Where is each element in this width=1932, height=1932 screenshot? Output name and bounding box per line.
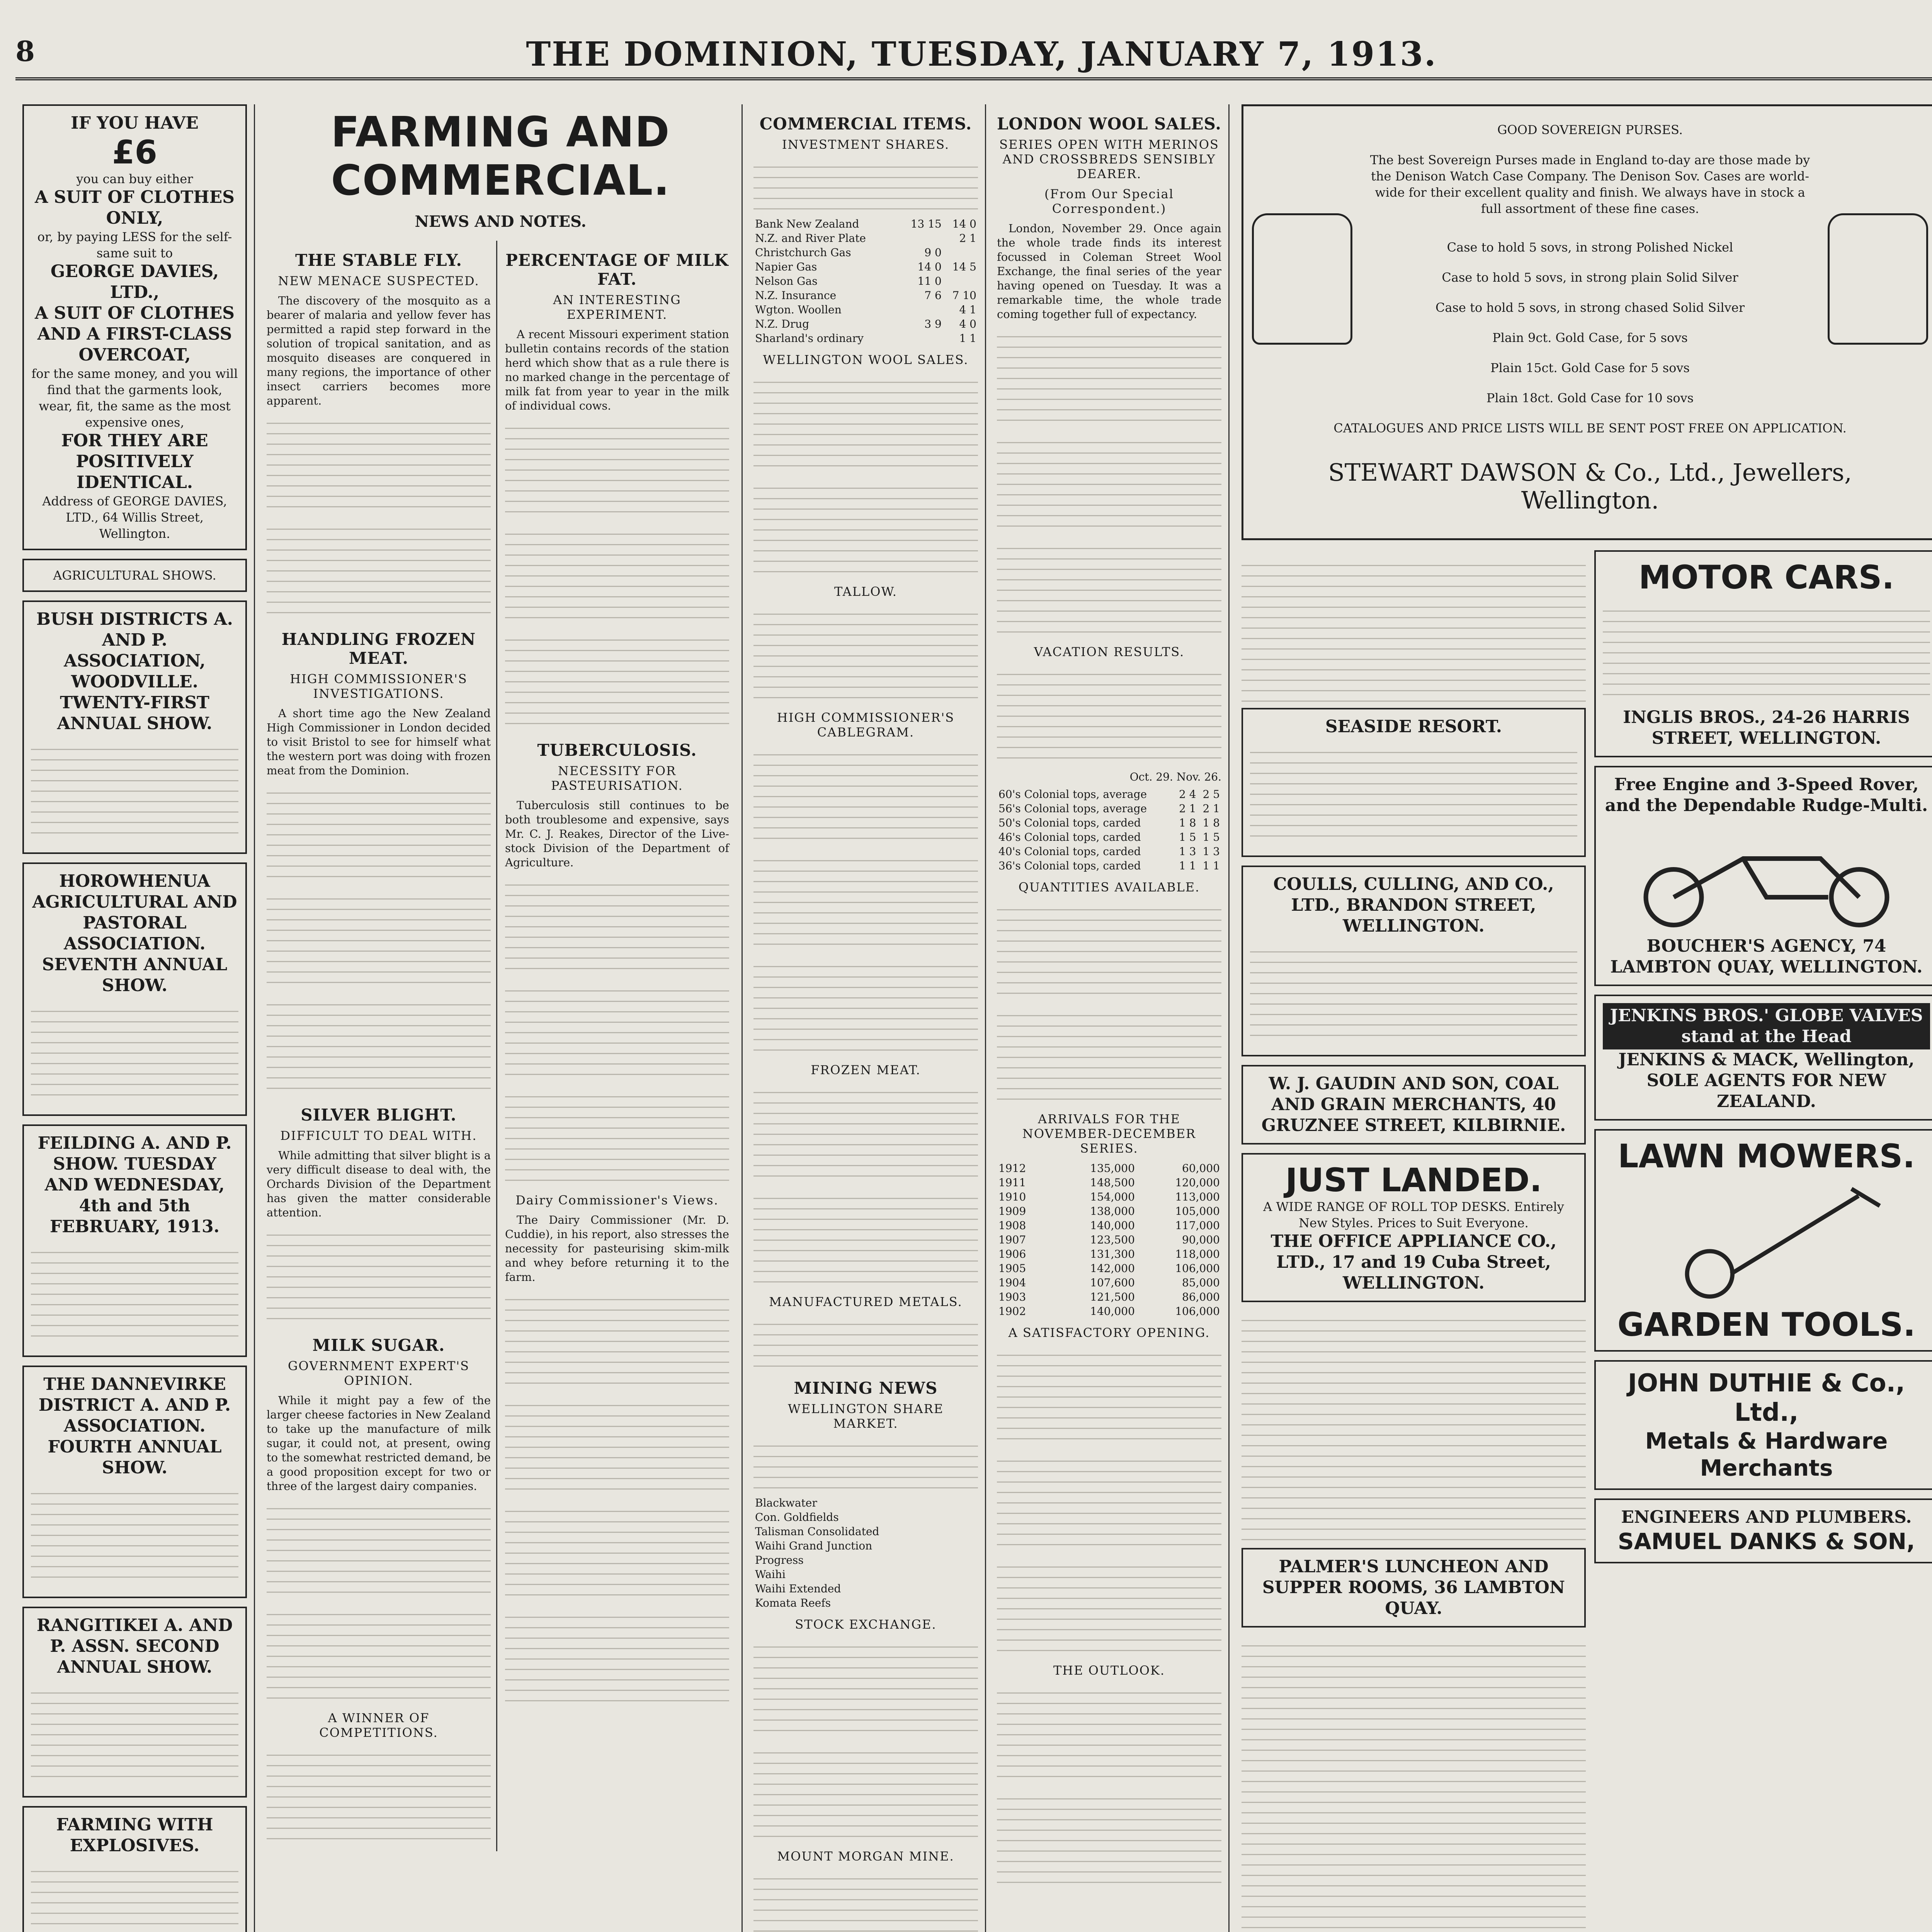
- article-subheading: INVESTMENT SHARES.: [782, 137, 950, 152]
- article-body: The Dairy Commissioner (Mr. D. Cuddie), in his report, also stresses the necessity for pasteurising skim-milk and whey before returning it to the farm.: [505, 1213, 729, 1284]
- article-subheading: A SATISFACTORY OPENING.: [1008, 1325, 1210, 1340]
- article-subheading: MOUNT MORGAN MINE.: [777, 1849, 954, 1864]
- davies-ad: IF YOU HAVE £6 you can buy either A SUIT OF CLOTHES ONLY, or, by paying LESS for the self-same suit to GEORGE DAVIES, LTD., A SUIT OF CLOTHES AND A FIRST-CLASS OVERCOAT, for the same money, and you will find that the garments look, wear, fit, the same as the most expensive ones, FOR THEY ARE POSITIVELY IDENTICAL. Address of GEORGE DAVIES, LTD., 64 Willis Street, Wellington.: [22, 104, 247, 550]
- article-subheading: ARRIVALS FOR THE NOVEMBER-DECEMBER SERIES.: [1022, 1112, 1196, 1156]
- column-classifieds: [15, 104, 255, 1932]
- article-subheading: SERIES OPEN WITH MERINOS AND CROSSBREDS SENSIBLY DEARER.: [999, 137, 1219, 181]
- shows-header: AGRICULTURAL SHOWS.: [22, 559, 247, 592]
- table-row: 36's Colonial tops, carded 1 1 1 1: [998, 859, 1220, 872]
- purse-illustration: [1252, 213, 1352, 345]
- article-subheading: GOVERNMENT EXPERT'S OPINION.: [287, 1359, 470, 1388]
- article-heading: TUBERCULOSIS.: [537, 741, 697, 760]
- table-row: 1903 121,500 86,000: [998, 1291, 1220, 1303]
- page-number: 8: [15, 35, 35, 68]
- article-subheading: STOCK EXCHANGE.: [795, 1617, 937, 1632]
- article-heading: COMMERCIAL ITEMS.: [759, 114, 972, 133]
- table-row: Waihi Extended: [755, 1582, 841, 1595]
- article-body: While it might pay a few of the larger cheese factories in New Zealand to take up the manufacture of milk sugar, it could not, at present, owing to the somewhat restricted demand, be a good proposition except for two or three of the largest dairy companies.: [267, 1394, 491, 1493]
- palmers-ad: PALMER'S LUNCHEON AND SUPPER ROOMS, 36 LAMBTON QUAY.: [1242, 1548, 1586, 1628]
- table-row: Bank New Zealand 13 15 14 0: [755, 218, 976, 230]
- article-subheading: FROZEN MEAT.: [811, 1063, 921, 1077]
- table-row: 50's Colonial tops, carded 1 8 1 8: [998, 816, 1220, 829]
- table-row: 1911 148,500 120,000: [998, 1176, 1220, 1189]
- article-subheading: WELLINGTON SHARE MARKET.: [787, 1401, 944, 1431]
- article-heading: PERCENTAGE OF MILK FAT.: [505, 251, 729, 289]
- article-body: While admitting that silver blight is a very difficult disease to deal with, the Orchards Division of the Department has given the matter considerable attention.: [267, 1149, 491, 1219]
- table-row: 1904 107,600 85,000: [998, 1276, 1220, 1289]
- table-row: Talisman Consolidated: [755, 1525, 879, 1538]
- prices-header: Oct. 29. Nov. 26.: [1129, 770, 1221, 783]
- byline: (From Our Special Correspondent.): [1044, 187, 1174, 216]
- table-row: Waihi Grand Junction: [755, 1539, 872, 1552]
- show-notice: RANGITIKEI A. AND P. ASSN. SECOND ANNUAL SHOW.: [22, 1607, 247, 1798]
- article-heading: MILK SUGAR.: [312, 1336, 445, 1355]
- table-row: 1910 154,000 113,000: [998, 1190, 1220, 1203]
- article-body: A short time ago the New Zealand High Commissioner in London decided to visit Bristol to see for himself what the western port was doing with frozen meat from the Dominion.: [267, 707, 491, 777]
- table-row: Nelson Gas 11 0: [755, 275, 942, 287]
- table-row: N.Z. Insurance 7 6 7 10: [755, 289, 976, 302]
- table-row: 1905 142,000 106,000: [998, 1262, 1220, 1275]
- mines-table: [753, 1496, 978, 1610]
- purses-ad: GOOD SOVEREIGN PURSES. The best Sovereign Purses made in England to-day are those made by the Denison Watch Case Company. The Denison Sov. Cases are world-wide for their excellent quality and finish. We always have in stock a full assortment of these fine cases. Case to hold 5 sovs, in strong Polished Nickel Case to hold 5 sovs, in strong plain Solid Silver Case to hold 5 sovs, in strong chased Solid Silver Plain 9ct. Gold Case, for 5 sovs Plain 15ct. Gold Case for 5 sovs Plain 18ct. Gold Case for 10 sovs CATALOGUES AND PRICE LISTS WILL BE SENT POST FREE ON APPLICATION. STEWART DAWSON & Co., Ltd., Jewellers, Wellington.: [1242, 104, 1932, 540]
- article-subheading: HIGH COMMISSIONER'S INVESTIGATIONS.: [290, 672, 468, 701]
- article-subheading: DIFFICULT TO DEAL WITH.: [280, 1128, 477, 1143]
- motor-cars-ad: MOTOR CARS. INGLIS BROS., 24-26 HARRIS STREET, WELLINGTON.: [1594, 550, 1932, 757]
- seaside-ad: SEASIDE RESORT.: [1242, 708, 1586, 857]
- article-subheading: A WINNER OF COMPETITIONS.: [319, 1711, 438, 1740]
- table-row: Blackwater: [755, 1497, 817, 1509]
- article-body: A recent Missouri experiment station bulletin contains records of the station herd which show that as a rule there is no marked change in the percentage of milk fat from year to year in the milk of individual cows.: [505, 328, 729, 412]
- article-subheading: Dairy Commissioner's Views.: [515, 1193, 719, 1208]
- table-row: Christchurch Gas 9 0: [755, 246, 942, 259]
- article-subheading: AN INTERESTING EXPERIMENT.: [553, 293, 681, 322]
- show-notice: FEILDING A. AND P. SHOW. TUESDAY AND WEDNESDAY, 4th and 5th FEBRUARY, 1913.: [22, 1124, 247, 1357]
- table-row: Wgton. Woollen 4 1: [755, 303, 976, 316]
- article-body: The discovery of the mosquito as a bearer of malaria and yellow fever has permitted a rapid step forward in the solution of tropical sanitation, and as mosquito diseases are conquered in many regions, the importance of other insect carriers becomes more apparent.: [267, 294, 491, 407]
- table-row: 40's Colonial tops, carded 1 3 1 3: [998, 845, 1220, 858]
- article-body: Tuberculosis still continues to be both troublesome and expensive, says Mr. C. J. Reakes, Director of the Live-stock Division of the Department of Agriculture.: [505, 799, 729, 869]
- table-row: Sharland's ordinary 1 1: [755, 332, 976, 345]
- table-row: N.Z. and River Plate 2 1: [755, 232, 976, 245]
- table-row: 56's Colonial tops, average 2 1 2 1: [998, 802, 1220, 815]
- article-heading: THE STABLE FLY.: [295, 251, 462, 270]
- column-wool-sales: [990, 104, 1230, 1932]
- table-row: N.Z. Drug 3 9 4 0: [755, 318, 976, 330]
- article-heading: HANDLING FROZEN MEAT.: [281, 630, 476, 668]
- show-notice: THE DANNEVIRKE DISTRICT A. AND P. ASSOCIATION. FOURTH ANNUAL SHOW.: [22, 1366, 247, 1598]
- article-subheading: WELLINGTON WOOL SALES.: [763, 352, 969, 367]
- arrivals-table: [997, 1161, 1221, 1318]
- column-display-ads: [1235, 104, 1932, 1932]
- table-row: 1902 140,000 106,000: [998, 1305, 1220, 1318]
- section-title: FARMING AND COMMERCIAL.: [331, 108, 670, 205]
- table-row: Progress: [755, 1554, 804, 1566]
- article-subheading: NEW MENACE SUSPECTED.: [278, 274, 480, 288]
- article-subheading: MANUFACTURED METALS.: [769, 1294, 963, 1309]
- article-subheading: NECESSITY FOR PASTEURISATION.: [551, 764, 683, 793]
- article-subheading: THE OUTLOOK.: [1053, 1663, 1165, 1678]
- article-heading: LONDON WOOL SALES.: [997, 114, 1221, 133]
- section-subtitle: NEWS AND NOTES.: [415, 213, 587, 231]
- jenkins-ad: JENKINS BROS.' GLOBE VALVES stand at the Head JENKINS & MACK, Wellington, SOLE AGENTS FOR NEW ZEALAND.: [1594, 995, 1932, 1121]
- gaudin-ad: W. J. GAUDIN AND SON, COAL AND GRAIN MERCHANTS, 40 GRUZNEE STREET, KILBIRNIE.: [1242, 1065, 1586, 1145]
- table-row: Napier Gas 14 0 14 5: [755, 260, 976, 273]
- article-subheading: HIGH COMMISSIONER'S CABLEGRAM.: [777, 710, 955, 740]
- rover-ad: Free Engine and 3-Speed Rover, and the Dependable Rudge-Multi. BOUCHER'S AGENCY, 74 LAMBTON QUAY, WELLINGTON.: [1594, 766, 1932, 986]
- lawn-mower-icon: [1603, 1175, 1930, 1302]
- article-subheading: VACATION RESULTS.: [1034, 645, 1185, 659]
- column-commercial: [747, 104, 986, 1932]
- show-notice: BUSH DISTRICTS A. AND P. ASSOCIATION, WOODVILLE. TWENTY-FIRST ANNUAL SHOW.: [22, 600, 247, 854]
- coulls-ad: COULLS, CULLING, AND CO., LTD., BRANDON STREET, WELLINGTON.: [1242, 866, 1586, 1056]
- article-subheading: TALLOW.: [834, 584, 897, 599]
- table-row: Waihi: [755, 1568, 786, 1581]
- motorcycle-icon: [1603, 820, 1930, 928]
- article-subheading: QUANTITIES AVAILABLE.: [1018, 880, 1200, 895]
- danks-ad: ENGINEERS AND PLUMBERS. SAMUEL DANKS & SON,: [1594, 1498, 1932, 1563]
- table-row: 60's Colonial tops, average 2 4 2 5: [998, 788, 1220, 801]
- table-row: Con. Goldfields: [755, 1511, 839, 1524]
- tops-price-table: [997, 787, 1221, 873]
- show-notice: HOROWHENUA AGRICULTURAL AND PASTORAL ASSOCIATION. SEVENTH ANNUAL SHOW.: [22, 862, 247, 1116]
- lawn-mowers-ad: LAWN MOWERS. GARDEN TOOLS.: [1594, 1129, 1932, 1352]
- stewart-dawson: STEWART DAWSON & Co., Ltd., Jewellers, Wellington.: [1328, 458, 1852, 514]
- table-row: 46's Colonial tops, carded 1 5 1 5: [998, 831, 1220, 844]
- duthie-ad: JOHN DUTHIE & Co., Ltd., Metals & Hardware Merchants: [1594, 1360, 1932, 1490]
- table-row: 1908 140,000 117,000: [998, 1219, 1220, 1232]
- purses-title: GOOD SOVEREIGN PURSES.: [1497, 122, 1683, 137]
- explosives-ad: FARMING WITH EXPLOSIVES.: [22, 1806, 247, 1932]
- column-farming: [260, 104, 743, 1932]
- article-body: London, November 29. Once again the whole trade finds its interest focussed in Coleman Street Wool Exchange, the final series of the year having opened on Tuesday. It was a remarkable time, the whole trade coming together full of expectancy.: [997, 222, 1221, 321]
- table-row: Komata Reefs: [755, 1597, 831, 1609]
- purse-illustration: [1828, 213, 1928, 345]
- shares-table: [753, 217, 978, 345]
- article-heading: MINING NEWS: [794, 1379, 938, 1398]
- masthead: [15, 35, 1932, 80]
- table-row: 1907 123,500 90,000: [998, 1233, 1220, 1246]
- table-row: 1909 138,000 105,000: [998, 1205, 1220, 1218]
- table-row: 1912 135,000 60,000: [998, 1162, 1220, 1175]
- table-row: 1906 131,300 118,000: [998, 1248, 1220, 1260]
- paper-title: THE DOMINION, TUESDAY, JANUARY 7, 1913.: [526, 35, 1437, 74]
- article-heading: SILVER BLIGHT.: [301, 1105, 457, 1124]
- landed-ad: JUST LANDED. A WIDE RANGE OF ROLL TOP DESKS. Entirely New Styles. Prices to Suit Everyone. THE OFFICE APPLIANCE CO., LTD., 17 and 19 Cuba Street, WELLINGTON.: [1242, 1153, 1586, 1302]
